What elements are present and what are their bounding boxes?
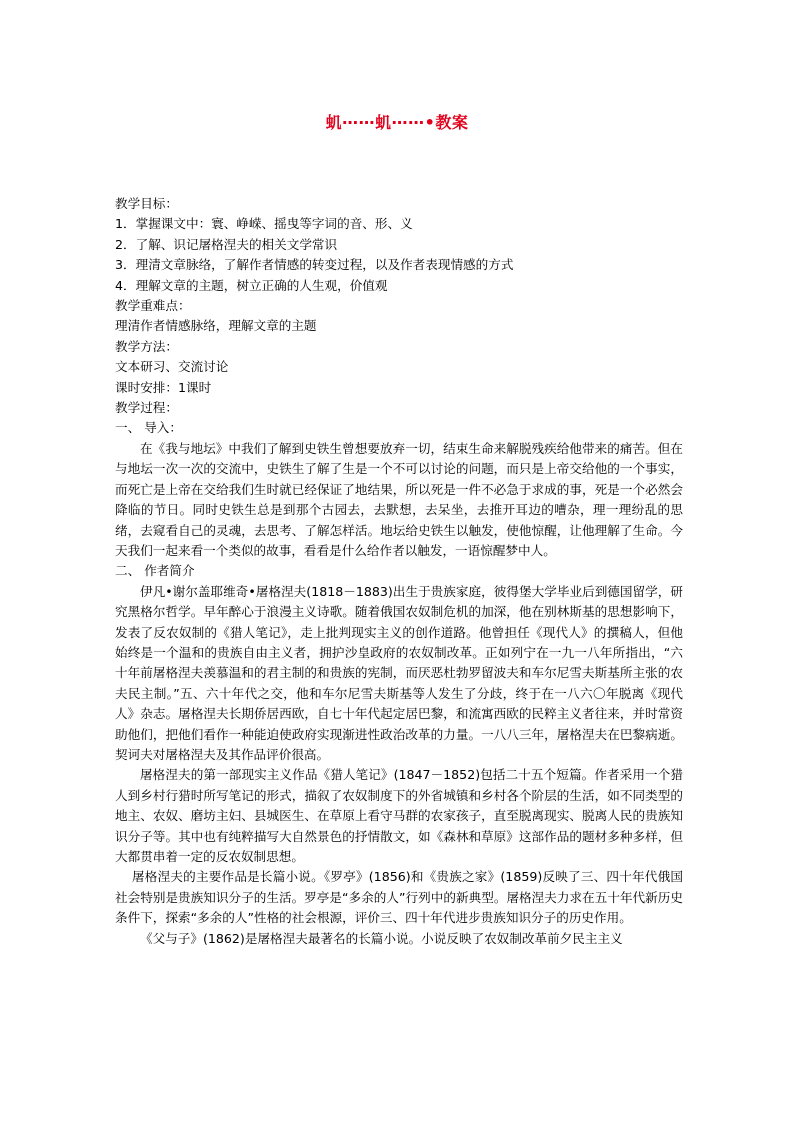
goals-heading: 教学目标： bbox=[115, 196, 178, 211]
intro-paragraph: 在《我与地坛》中我们了解到史铁生曾想要放弃一切，结束生命来解脱残疾给他带来的痛苦。但在与地坛一次一次的交流中，史铁生了解了生是一个不可以讨论的问题，而只是上帝交给他的一个事实，而死亡是上帝在交给我们生时就已经保证了地结果，所以死是一件不必急于求成的事，死是一个必然会降临的节日。同时史铁生总是到那个古园去，去默想，去呆坐，去推开耳边的嘈杂，理一理纷乱的思绪，去窥看自己的灵魂，去思考、了解怎样活。地坛给史铁生以触发，使他惊醒，让他理解了生命。今天我们一起来看一个类似的故事，看看是什么给作者以触发，一语惊醒梦中人。 bbox=[115, 440, 683, 558]
method-text: 文本研习、交流讨论 bbox=[115, 359, 229, 375]
difficulty-heading: 教学重难点： bbox=[115, 298, 191, 314]
author-paragraph: 《父与子》(1862)是屠格涅夫最著名的长篇小说。小说反映了农奴制改革前夕民主主义 bbox=[140, 930, 623, 946]
goal-item: 4．理解文章的主题，树立正确的人生观，价值观 bbox=[115, 277, 388, 293]
document-title: 虮⋯⋯虮⋯⋯•教案 bbox=[325, 113, 469, 132]
section-heading-author: 二、 作者简介 bbox=[115, 563, 195, 579]
method-heading: 教学方法： bbox=[115, 338, 178, 354]
schedule-text: 课时安排：1课时 bbox=[115, 379, 212, 395]
difficulty-text: 理清作者情感脉络，理解文章的主题 bbox=[115, 318, 317, 334]
author-paragraph: 屠格涅夫的第一部现实主义作品《猎人笔记》(1847－1852)包括二十五个短篇。作者采用一个猎人到乡村行猎时所写笔记的形式，描叙了农奴制度下的外省城镇和乡村各个阶层的生活，如不同类型的地主、农奴、磨坊主妇、县城医生、在草原上看守马群的农家孩子，直至脱离现实、脱离人民的贵族知识分子等。其中也有纯粹描写大自然景色的抒情散文，如《森林和草原》这部作品的题材多种多样，但大都贯串着一定的反农奴制思想。 bbox=[115, 767, 683, 864]
goal-item: 3．理清文章脉络，了解作者情感的转变过程，以及作者表现情感的方式 bbox=[115, 257, 514, 273]
author-paragraph: 屠格涅夫的主要作品是长篇小说。《罗亭》(1856)和《贵族之家》(1859)反映了三、四十年代俄国社会特别是贵族知识分子的生活。罗亭是“多余的人”行列中的新典型。屠格涅夫力求在五十年代新历史条件下，探索“多余的人”性格的社会根源，评价三、四十年代进步贵族知识分子的历史作用。 bbox=[115, 869, 683, 926]
goal-item: 2．了解、识记屠格涅夫的相关文学常识 bbox=[115, 236, 338, 252]
author-paragraph: 伊凡•谢尔盖耶维奇•屠格涅夫(1818－1883)出生于贵族家庭，彼得堡大学毕业后到德国留学，研究黑格尔哲学。早年醉心于浪漫主义诗歌。随着俄国农奴制危机的加深，他在别林斯基的思想影响下，发表了反农奴制的《猎人笔记》，走上批判现实主义的创作道路。他曾担任《现代人》的撰稿人，但他始终是一个温和的贵族自由主义者，拥护沙皇政府的农奴制改革。正如列宁在一九一八年所指出，“六十年前屠格涅夫羡慕温和的君主制的和贵族的宪制，而厌恶杜勃罗留波夫和车尔尼雪夫斯基所主张的农夫民主制。”五、六十年代之交，他和车尔尼雪夫斯基等人发生了分歧，终于在一八六〇年脱离《现代人》杂志。屠格涅夫长期侨居西欧，自七十年代起定居巴黎，和流寓西欧的民粹主义者往来，并时常资助他们，把他们看作一种能迫使政府实现渐进性政治改革的力量。一八八三年，屠格涅夫在巴黎病逝。契诃夫对屠格涅夫及其作品评价很高。 bbox=[115, 583, 683, 762]
section-heading-intro: 一、 导入： bbox=[115, 420, 182, 436]
document-body bbox=[115, 194, 683, 949]
goal-item: 1．掌握课文中：寰、峥嵘、摇曳等字词的音、形、义 bbox=[115, 216, 413, 232]
process-heading: 教学过程： bbox=[115, 400, 178, 416]
